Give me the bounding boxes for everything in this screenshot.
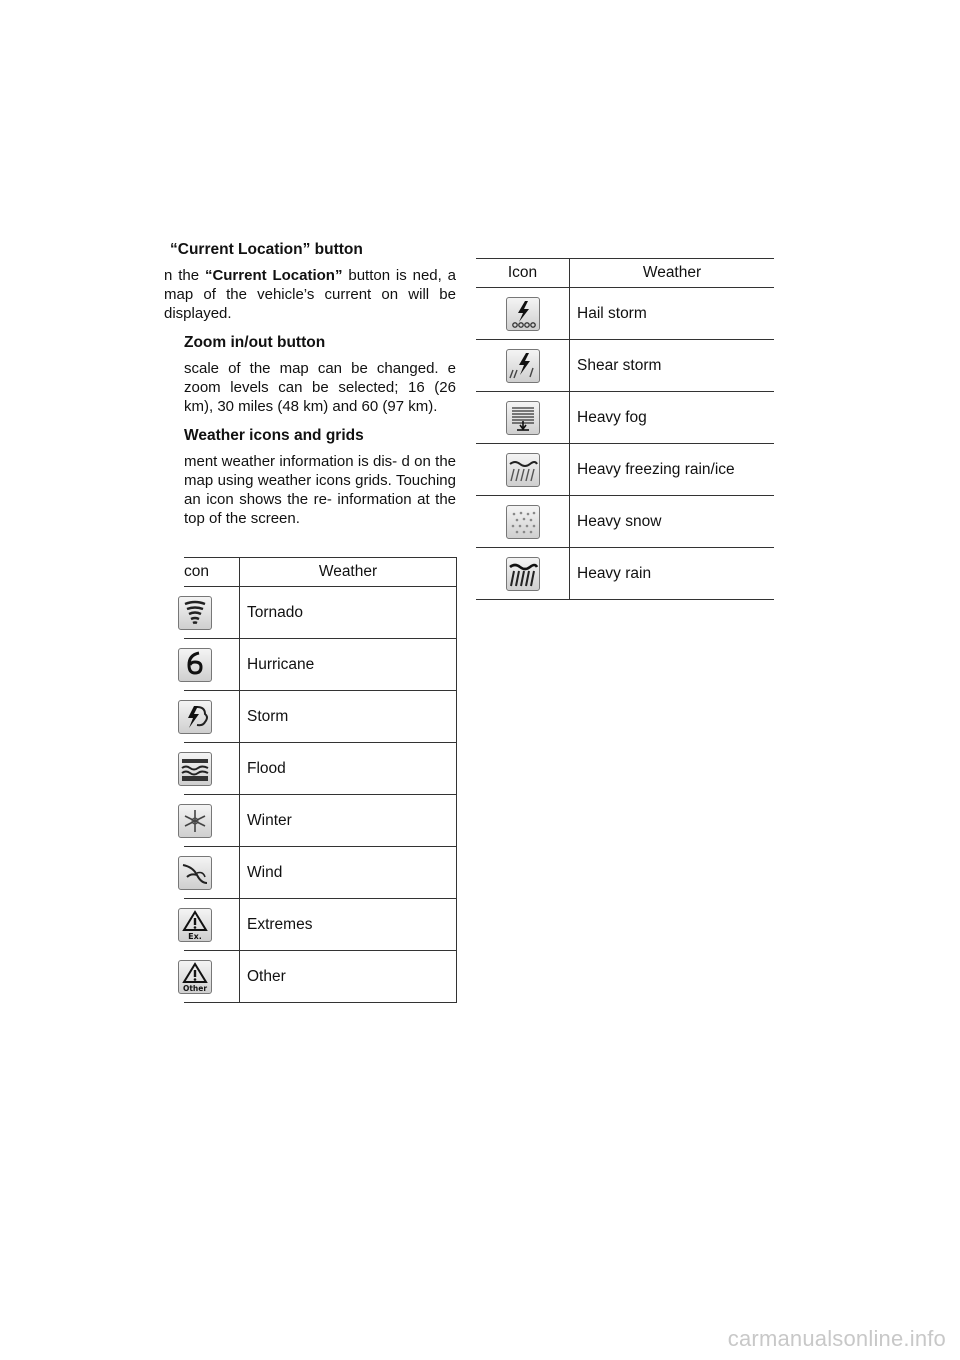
heavy-freezing-rain-icon <box>506 453 540 487</box>
left-text-column <box>164 240 457 538</box>
weather-table-right <box>476 258 774 600</box>
wind-icon <box>178 856 212 890</box>
body-text: n the <box>164 267 205 284</box>
table-row <box>184 899 456 951</box>
table-row <box>184 847 456 899</box>
weather-label: Heavy rain <box>570 548 775 600</box>
hail-storm-icon <box>506 297 540 331</box>
table-row <box>184 691 456 743</box>
section-body: ment weather information is dis- d on the map using weather icons grids. Touching an icon shows the re- information at the top of the screen. <box>184 453 456 527</box>
heavy-fog-icon <box>506 401 540 435</box>
winter-icon <box>178 804 212 838</box>
weather-label: Flood <box>240 743 457 795</box>
hurricane-icon <box>178 648 212 682</box>
section-current-location <box>164 240 457 323</box>
weather-label: Other <box>240 951 457 1003</box>
flood-icon <box>178 752 212 786</box>
shear-storm-icon <box>506 349 540 383</box>
header-weather: Weather <box>570 259 775 288</box>
svg-text:Ex.: Ex. <box>188 931 202 941</box>
tornado-icon <box>178 596 212 630</box>
weather-label: Winter <box>240 795 457 847</box>
button-name: “Current Location” <box>204 267 343 284</box>
weather-label: Heavy fog <box>570 392 775 444</box>
weather-label: Hurricane <box>240 639 457 691</box>
section-weather-icons <box>184 426 456 528</box>
weather-label: Wind <box>240 847 457 899</box>
section-zoom <box>184 333 456 416</box>
table-row <box>184 951 456 1003</box>
weather-label: Extremes <box>240 899 457 951</box>
weather-label: Heavy freezing rain/ice <box>570 444 775 496</box>
table-row <box>476 496 774 548</box>
weather-label: Tornado <box>240 587 457 639</box>
table-row <box>184 743 456 795</box>
body-text: button is ned, a map of the vehicle’s current on will be displayed. <box>164 267 457 322</box>
section-heading: Zoom in/out button <box>184 334 326 351</box>
weather-table-left <box>184 557 457 1003</box>
weather-label: Storm <box>240 691 457 743</box>
heavy-rain-icon <box>506 557 540 591</box>
header-icon: Icon <box>476 259 570 288</box>
table-row <box>476 444 774 496</box>
section-heading: Weather icons and grids <box>184 427 364 444</box>
section-heading: “Current Location” button <box>170 241 363 258</box>
header-icon: con <box>184 558 240 587</box>
storm-icon <box>178 700 212 734</box>
weather-label: Shear storm <box>570 340 775 392</box>
header-weather: Weather <box>240 558 457 587</box>
table-row <box>476 392 774 444</box>
watermark: carmanualsonline.info <box>727 1326 946 1351</box>
table-row <box>476 340 774 392</box>
extremes-icon <box>178 908 212 942</box>
table-row <box>476 548 774 600</box>
table-row <box>476 288 774 340</box>
table-row <box>184 639 456 691</box>
weather-label: Heavy snow <box>570 496 775 548</box>
weather-label: Hail storm <box>570 288 775 340</box>
heavy-snow-icon <box>506 505 540 539</box>
svg-text:Other: Other <box>182 983 208 993</box>
table-row <box>184 795 456 847</box>
section-body <box>164 266 456 323</box>
section-body: scale of the map can be changed. e zoom levels can be selected; 16 (26 km), 30 miles (48 km) and 60 (97 km). <box>184 360 456 415</box>
table-row <box>184 587 456 639</box>
other-icon <box>178 960 212 994</box>
